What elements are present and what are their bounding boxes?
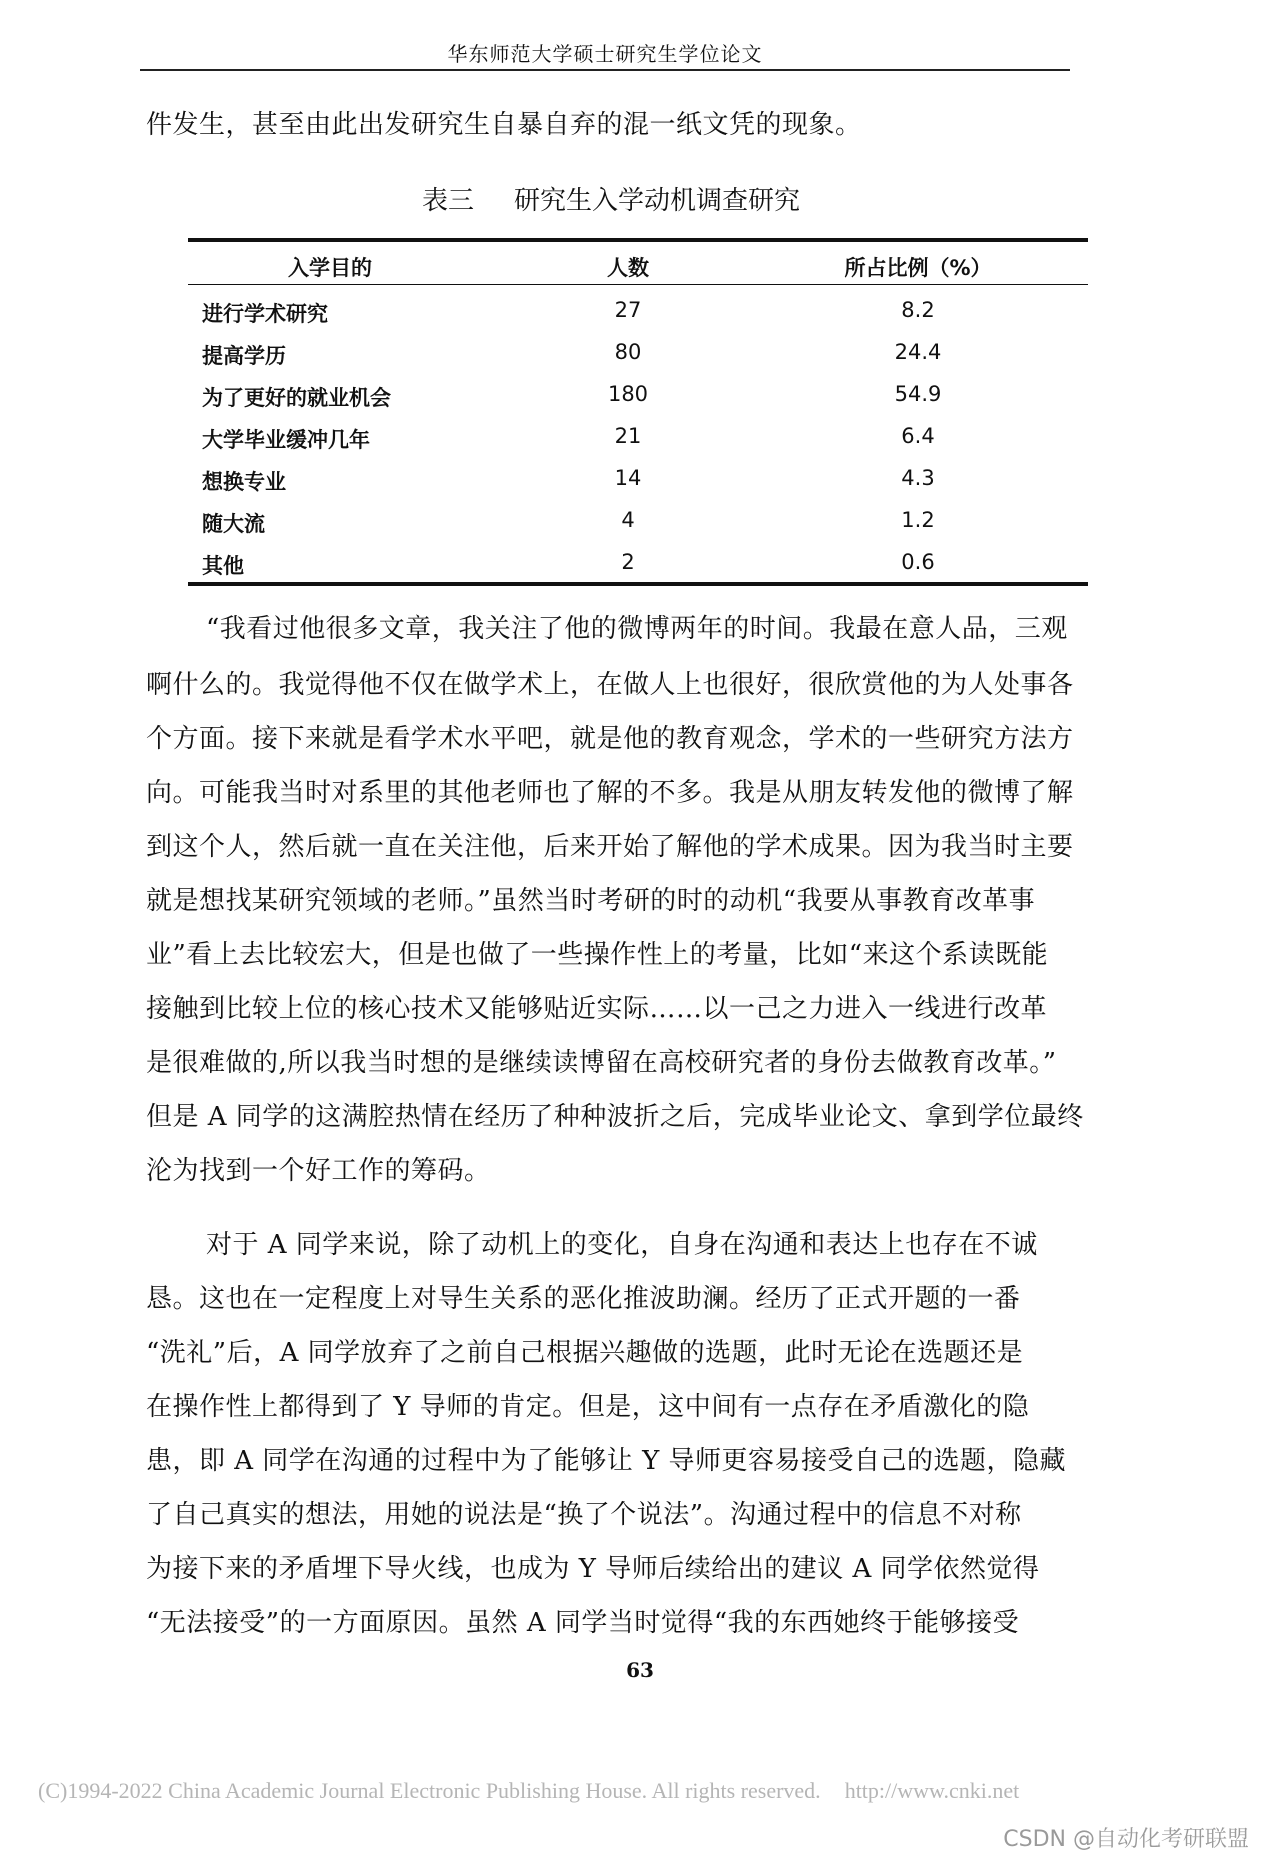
table-cell-ratio: 54.9: [894, 382, 942, 406]
table-cell-ratio: 8.2: [901, 298, 935, 322]
header-rule: [140, 69, 1070, 71]
copyright-notice: [38, 1778, 1238, 1804]
table-row: [188, 542, 1088, 582]
body-line: 在操作性上都得到了 Y 导师的肯定。但是，这中间有一点存在矛盾激化的隐: [146, 1392, 1030, 1422]
table-top-rule: [188, 238, 1088, 242]
table-cell-purpose: 提高学历: [202, 344, 286, 368]
table-cell-ratio: 6.4: [901, 424, 935, 448]
table-header-rule: [188, 284, 1088, 285]
body-line: “我看过他很多文章，我关注了他的微博两年的时间。我最在意人品，三观: [206, 614, 1068, 644]
table-caption: [146, 180, 1076, 217]
body-line: 是很难做的,所以我当时想的是继续读博留在高校研究者的身份去做教育改革。”: [146, 1048, 1057, 1078]
body-line: 但是 A 同学的这满腔热情在经历了种种波折之后，完成毕业论文、拿到学位最终: [146, 1102, 1084, 1132]
body-line: 就是想找某研究领域的老师。”虽然当时考研的时的动机“我要从事教育改革事: [146, 886, 1036, 916]
body-line: 对于 A 同学来说，除了动机上的变化，自身在沟通和表达上也存在不诚: [206, 1230, 1038, 1260]
source-url: http://www.cnki.net: [844, 1778, 1020, 1803]
body-line: 件发生，甚至由此出发研究生自暴自弃的混一纸文凭的现象。: [146, 110, 862, 140]
body-line: 啊什么的。我觉得他不仅在做学术上，在做人上也很好，很欣赏他的为人处事各: [146, 670, 1074, 700]
table-row: [188, 416, 1088, 456]
table-cell-ratio: 24.4: [894, 340, 942, 364]
table-cell-count: 27: [614, 298, 642, 322]
body-line: 业”看上去比较宏大，但是也做了一些操作性上的考量，比如“来这个系读既能: [146, 940, 1049, 970]
table-cell-purpose: 进行学术研究: [202, 302, 328, 326]
table-cell-count: 80: [614, 340, 642, 364]
table-cell-purpose: 随大流: [202, 512, 265, 536]
table-cell-purpose: 想换专业: [202, 470, 286, 494]
body-line: 沦为找到一个好工作的筹码。: [146, 1156, 491, 1186]
body-line: 为接下来的矛盾埋下导火线，也成为 Y 导师后续给出的建议 A 同学依然觉得: [146, 1554, 1040, 1584]
table-cell-count: 14: [614, 466, 642, 490]
table-cell-purpose: 大学毕业缓冲几年: [202, 428, 370, 452]
table-cell-ratio: 0.6: [901, 550, 935, 574]
body-line: 恳。这也在一定程度上对导生关系的恶化推波助澜。经历了正式开题的一番: [146, 1284, 1021, 1314]
table-caption-number: 表三: [421, 186, 474, 216]
page-header: 华东师范大学硕士研究生学位论文: [447, 42, 763, 66]
table-header-count: 人数: [607, 256, 649, 280]
body-line: 个方面。接下来就是看学术水平吧，就是他的教育观念，学术的一些研究方法方: [146, 724, 1074, 754]
table-row: [188, 458, 1088, 498]
table-header-purpose: 入学目的: [288, 256, 372, 280]
table-cell-purpose: 其他: [202, 554, 244, 578]
table-caption-title: 研究生入学动机调查研究: [514, 186, 801, 216]
body-line: 接触到比较上位的核心技术又能够贴近实际……以一己之力进入一线进行改革: [146, 994, 1048, 1024]
copyright-text: (C)1994-2022 China Academic Journal Electronic Publishing House. All rights reserved.: [38, 1778, 821, 1803]
table-row: [188, 374, 1088, 414]
table-header-ratio: 所占比例（%）: [844, 256, 992, 280]
page-number: 63: [626, 1658, 654, 1682]
table-cell-ratio: 4.3: [901, 466, 935, 490]
table-cell-purpose: 为了更好的就业机会: [202, 386, 391, 410]
table-header-row: [188, 244, 1088, 284]
body-line: 患，即 A 同学在沟通的过程中为了能够让 Y 导师更容易接受自己的选题，隐藏: [146, 1446, 1066, 1476]
body-line: 到这个人，然后就一直在关注他，后来开始了解他的学术成果。因为我当时主要: [146, 832, 1074, 862]
table-bottom-rule: [188, 582, 1088, 586]
table-cell-count: 180: [607, 382, 649, 406]
table-row: [188, 332, 1088, 372]
table-cell-count: 2: [621, 550, 635, 574]
table-row: [188, 500, 1088, 540]
body-line: 了自己真实的想法，用她的说法是“换了个说法”。沟通过程中的信息不对称: [146, 1500, 1022, 1530]
table-row: [188, 290, 1088, 330]
csdn-watermark: CSDN @自动化考研联盟: [1003, 1827, 1249, 1852]
table-cell-count: 21: [614, 424, 642, 448]
body-line: 向。可能我当时对系里的其他老师也了解的不多。我是从朋友转发他的微博了解: [146, 778, 1074, 808]
body-line: “洗礼”后，A 同学放弃了之前自己根据兴趣做的选题，此时无论在选题还是: [146, 1338, 1024, 1368]
table-cell-ratio: 1.2: [901, 508, 935, 532]
body-line: “无法接受”的一方面原因。虽然 A 同学当时觉得“我的东西她终于能够接受: [146, 1608, 1020, 1638]
table-cell-count: 4: [621, 508, 635, 532]
